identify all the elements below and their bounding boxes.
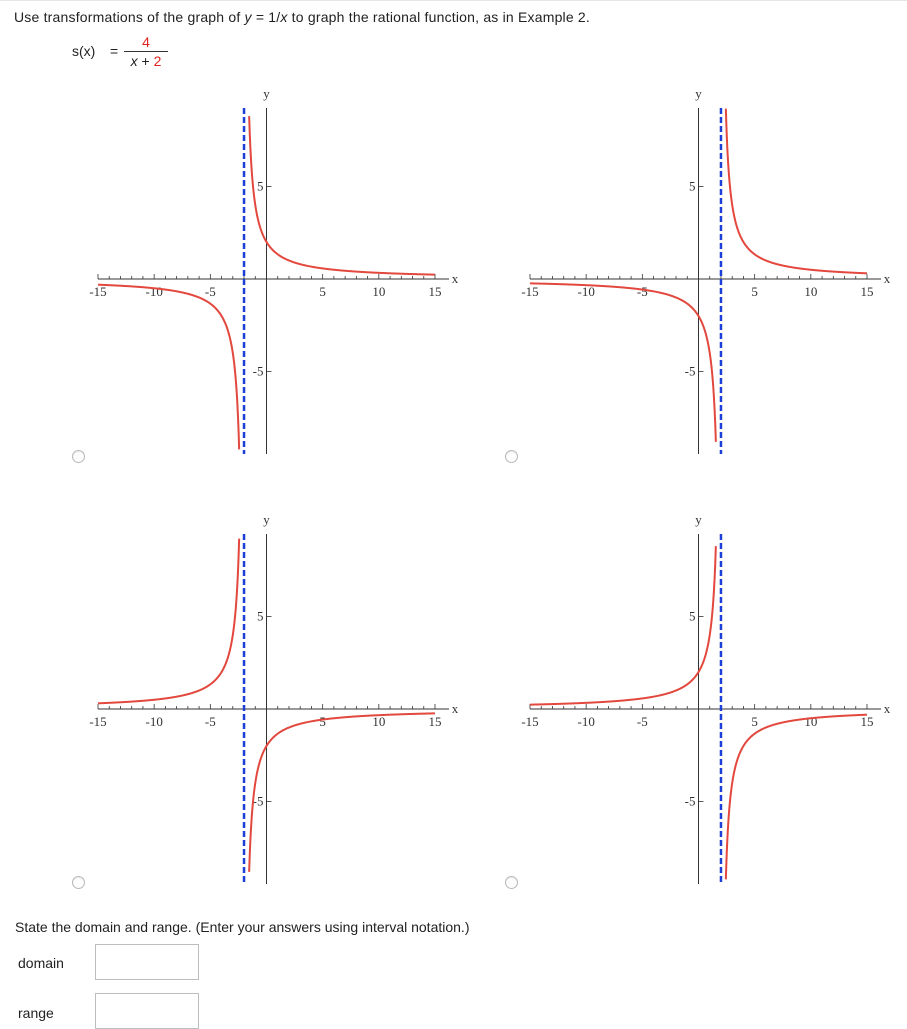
- x-tick-label: -5: [204, 284, 216, 299]
- x-tick-label: 15: [428, 714, 442, 729]
- x-axis-label: x: [883, 271, 891, 286]
- equals-sign: =: [110, 43, 119, 59]
- x-tick-label: 15: [860, 284, 874, 299]
- x-tick-label: -10: [145, 714, 163, 729]
- x-axis-label: x: [451, 701, 459, 716]
- x-tick-label: -15: [521, 714, 539, 729]
- x-tick-label: 5: [751, 284, 758, 299]
- x-axis-label: x: [883, 701, 891, 716]
- y-tick-label: -5: [252, 363, 264, 379]
- y-axis-label: y: [695, 86, 702, 101]
- curve-right-branch: [726, 715, 867, 880]
- x-tick-label: -15: [89, 714, 107, 729]
- graph-option-4: [522, 512, 892, 890]
- x-tick-label: 10: [372, 284, 386, 299]
- x-tick-label: -15: [89, 284, 107, 299]
- x-tick-label: -5: [636, 714, 648, 729]
- curve-left-branch: [530, 546, 716, 705]
- fraction-numerator: 4: [142, 34, 150, 50]
- curve-right-branch: [726, 109, 867, 274]
- top-divider: [0, 0, 907, 1]
- curve-left-branch: [98, 285, 239, 450]
- fraction: [124, 34, 168, 69]
- x-tick-label: -10: [577, 284, 595, 299]
- question-text: Use transformations of the graph of y = 1/x to graph the rational function, as in Example 2.: [14, 9, 591, 25]
- x-tick-label: 5: [319, 284, 326, 299]
- x-tick-label: 10: [804, 284, 818, 299]
- fraction-denominator: x + 2: [130, 53, 162, 69]
- curve-left-branch: [98, 539, 239, 704]
- function-name: s(x): [72, 43, 96, 59]
- instructions-text: State the domain and range. (Enter your answers using interval notation.): [15, 919, 470, 935]
- y-tick-label: -5: [684, 363, 696, 379]
- domain-label: domain: [18, 955, 64, 971]
- radio-option-4[interactable]: [505, 876, 518, 889]
- graph-option-2: [522, 86, 892, 460]
- x-tick-label: -5: [636, 284, 648, 299]
- y-tick-label: -5: [684, 793, 696, 809]
- x-tick-label: 10: [804, 714, 818, 729]
- y-tick-label: 5: [689, 178, 696, 194]
- radio-option-3[interactable]: [72, 876, 85, 889]
- y-tick-label: -5: [252, 793, 264, 809]
- x-tick-label: 5: [319, 714, 326, 729]
- x-tick-label: 15: [860, 714, 874, 729]
- y-axis-label: y: [263, 512, 270, 527]
- curve-right-branch: [249, 713, 435, 872]
- x-tick-label: 10: [372, 714, 386, 729]
- y-tick-label: 5: [257, 608, 264, 624]
- x-tick-label: -15: [521, 284, 539, 299]
- y-tick-label: 5: [689, 608, 696, 624]
- graph-option-3: [90, 512, 460, 890]
- x-axis-label: x: [451, 271, 459, 286]
- x-tick-label: -10: [145, 284, 163, 299]
- x-tick-label: -5: [204, 714, 216, 729]
- x-tick-label: 5: [751, 714, 758, 729]
- domain-input[interactable]: [95, 944, 199, 980]
- radio-option-1[interactable]: [72, 450, 85, 463]
- graph-option-1: [90, 86, 460, 460]
- curve-right-branch: [249, 116, 435, 275]
- y-axis-label: y: [695, 512, 702, 527]
- x-tick-label: -10: [577, 714, 595, 729]
- x-tick-label: 15: [428, 284, 442, 299]
- y-tick-label: 5: [257, 178, 264, 194]
- fraction-bar: [124, 51, 168, 52]
- y-axis-label: y: [263, 86, 270, 101]
- range-label: range: [18, 1005, 54, 1021]
- radio-option-2[interactable]: [505, 450, 518, 463]
